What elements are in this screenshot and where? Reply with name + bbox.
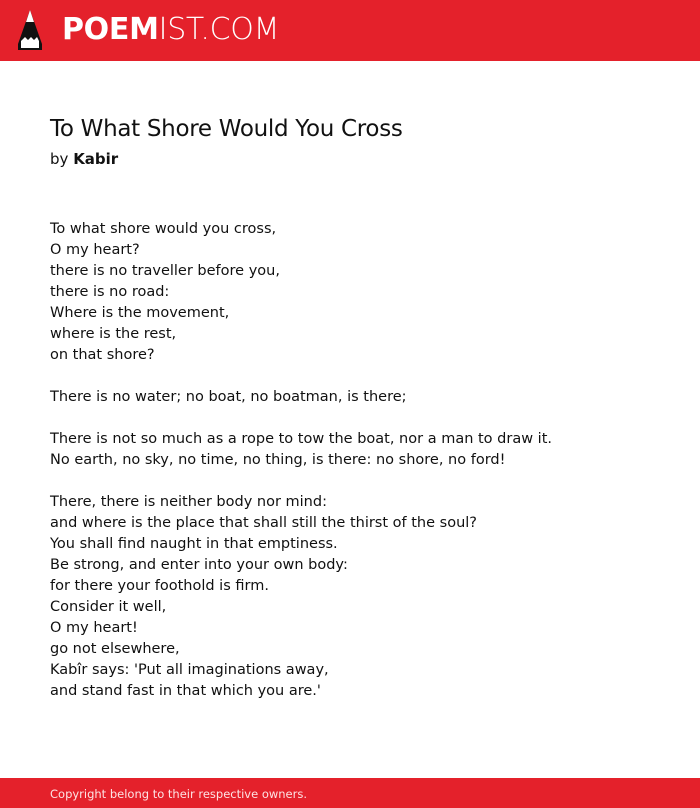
poem-line: on that shore? <box>50 347 155 363</box>
poem-line: O my heart! <box>50 620 138 636</box>
poem-line: for there your foothold is firm. <box>50 578 269 594</box>
poem-line: Where is the movement, <box>50 305 230 321</box>
brand-light: IST.COM <box>158 12 280 47</box>
poem-line: there is no road: <box>50 284 170 300</box>
poem-line: and stand fast in that which you are.' <box>50 683 321 699</box>
stanza-break <box>50 471 670 492</box>
poem-body <box>50 219 670 702</box>
by-prefix: by <box>50 150 69 168</box>
byline <box>50 150 118 168</box>
poem-line: go not elsewhere, <box>50 641 180 657</box>
site-header <box>0 0 700 61</box>
poem-line: and where is the place that shall still the thirst of the soul? <box>50 515 477 531</box>
site-logo[interactable] <box>62 13 279 47</box>
poem-line: Be strong, and enter into your own body: <box>50 557 348 573</box>
poem-line: There, there is neither body nor mind: <box>50 494 327 510</box>
poem-line: You shall find naught in that emptiness. <box>50 536 338 552</box>
poem-line: To what shore would you cross, <box>50 221 277 237</box>
pencil-icon[interactable] <box>18 10 42 50</box>
poem-line: No earth, no sky, no time, no thing, is there: no shore, no ford! <box>50 452 506 468</box>
poem-title: To What Shore Would You Cross <box>50 116 403 142</box>
poem-line: O my heart? <box>50 242 140 258</box>
poem-line: Consider it well, <box>50 599 167 615</box>
author-name[interactable]: Kabir <box>73 150 119 168</box>
poem-line: Kabîr says: 'Put all imaginations away, <box>50 662 329 678</box>
poem-line: there is no traveller before you, <box>50 263 280 279</box>
stanza-break <box>50 366 670 387</box>
brand-bold: POEM <box>62 12 159 47</box>
copyright-text: Copyright belong to their respective owners. <box>50 787 308 801</box>
site-footer <box>0 778 700 808</box>
poem-line: There is no water; no boat, no boatman, is there; <box>50 389 407 405</box>
poem-line: where is the rest, <box>50 326 177 342</box>
poem-line: There is not so much as a rope to tow the boat, nor a man to draw it. <box>50 431 553 447</box>
stanza-break <box>50 408 670 429</box>
